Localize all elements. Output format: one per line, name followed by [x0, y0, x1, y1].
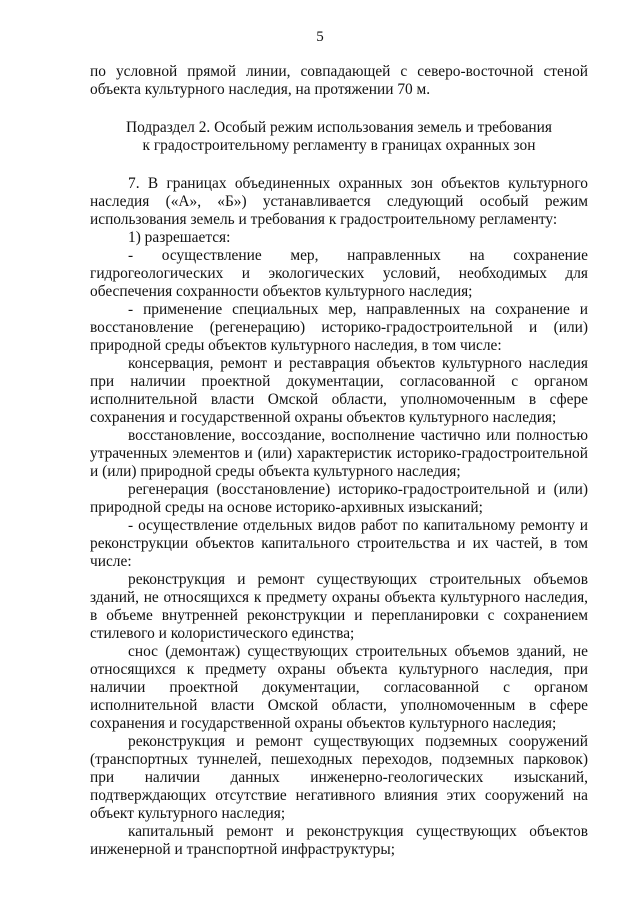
paragraph-item: - осуществление отдельных видов работ по капитальному ремонту и реконструкции объектов капитального строительства и их частей, в том числе:: [90, 517, 588, 570]
document-body: [90, 63, 588, 859]
subsection-heading: Подраздел 2. Особый режим использования земель и требования к градостроительному регламенту в границах охранных зон: [126, 119, 552, 154]
paragraph-continuation: по условной прямой линии, совпадающей с северо-восточной стеной объекта культурного наследия, на протяжении 70 м.: [90, 63, 588, 98]
paragraph-item: реконструкция и ремонт существующих подземных сооружений (транспортных туннелей, пешеходных переходов, подземных парковок) при наличии данных инженерно-геологических изысканий, подтверждающих отсутствие негативного влияния этих сооружений на объект культурного наследия;: [90, 733, 588, 822]
paragraph-item: - осуществление мер, направленных на сохранение гидрогеологических и экологических условий, необходимых для обеспечения сохранности объектов культурного наследия;: [90, 247, 588, 300]
paragraph-clause-7: 7. В границах объединенных охранных зон объектов культурного наследия («А», «Б») устанавливается следующий особый режим использования земель и требования к градостроительному регламенту:: [90, 175, 588, 228]
paragraph-item: капитальный ремонт и реконструкция существующих объектов инженерной и транспортной инфраструктуры;: [90, 823, 588, 858]
paragraph-item: регенерация (восстановление) историко-градостроительной и (или) природной среды на основе историко-архивных изысканий;: [90, 481, 588, 516]
page-number: 5: [316, 29, 324, 45]
paragraph-item: восстановление, воссоздание, восполнение частично или полностью утраченных элементов и (или) характеристик историко-градостроительной и (или) природной среды объекта культурного наследия;: [90, 427, 588, 480]
paragraph-item: - применение специальных мер, направленных на сохранение и восстановление (регенерацию) историко-градостроительной и (или) природной среды объектов культурного наследия, в том числе:: [90, 301, 588, 354]
paragraph-item: снос (демонтаж) существующих строительных объемов зданий, не относящихся к предмету охраны объекта культурного наследия, при наличии проектной документации, согласованной с органом исполнительной власти Омской области, уполномоченным в сфере сохранения и государственной охраны объектов культурного наследия;: [90, 643, 588, 732]
paragraph-item: консервация, ремонт и реставрация объектов культурного наследия при наличии проектной документации, согласованной с органом исполнительной власти Омской области, уполномоченным в сфере сохранения и государственной охраны объектов культурного наследия;: [90, 355, 588, 426]
paragraph-allowed: 1) разрешается:: [128, 229, 231, 246]
paragraph-item: реконструкция и ремонт существующих строительных объемов зданий, не относящихся к предмету охраны объекта культурного наследия, в объеме внутренней реконструкции и перепланировки с сохранением стилевого и колористического единства;: [90, 571, 588, 642]
